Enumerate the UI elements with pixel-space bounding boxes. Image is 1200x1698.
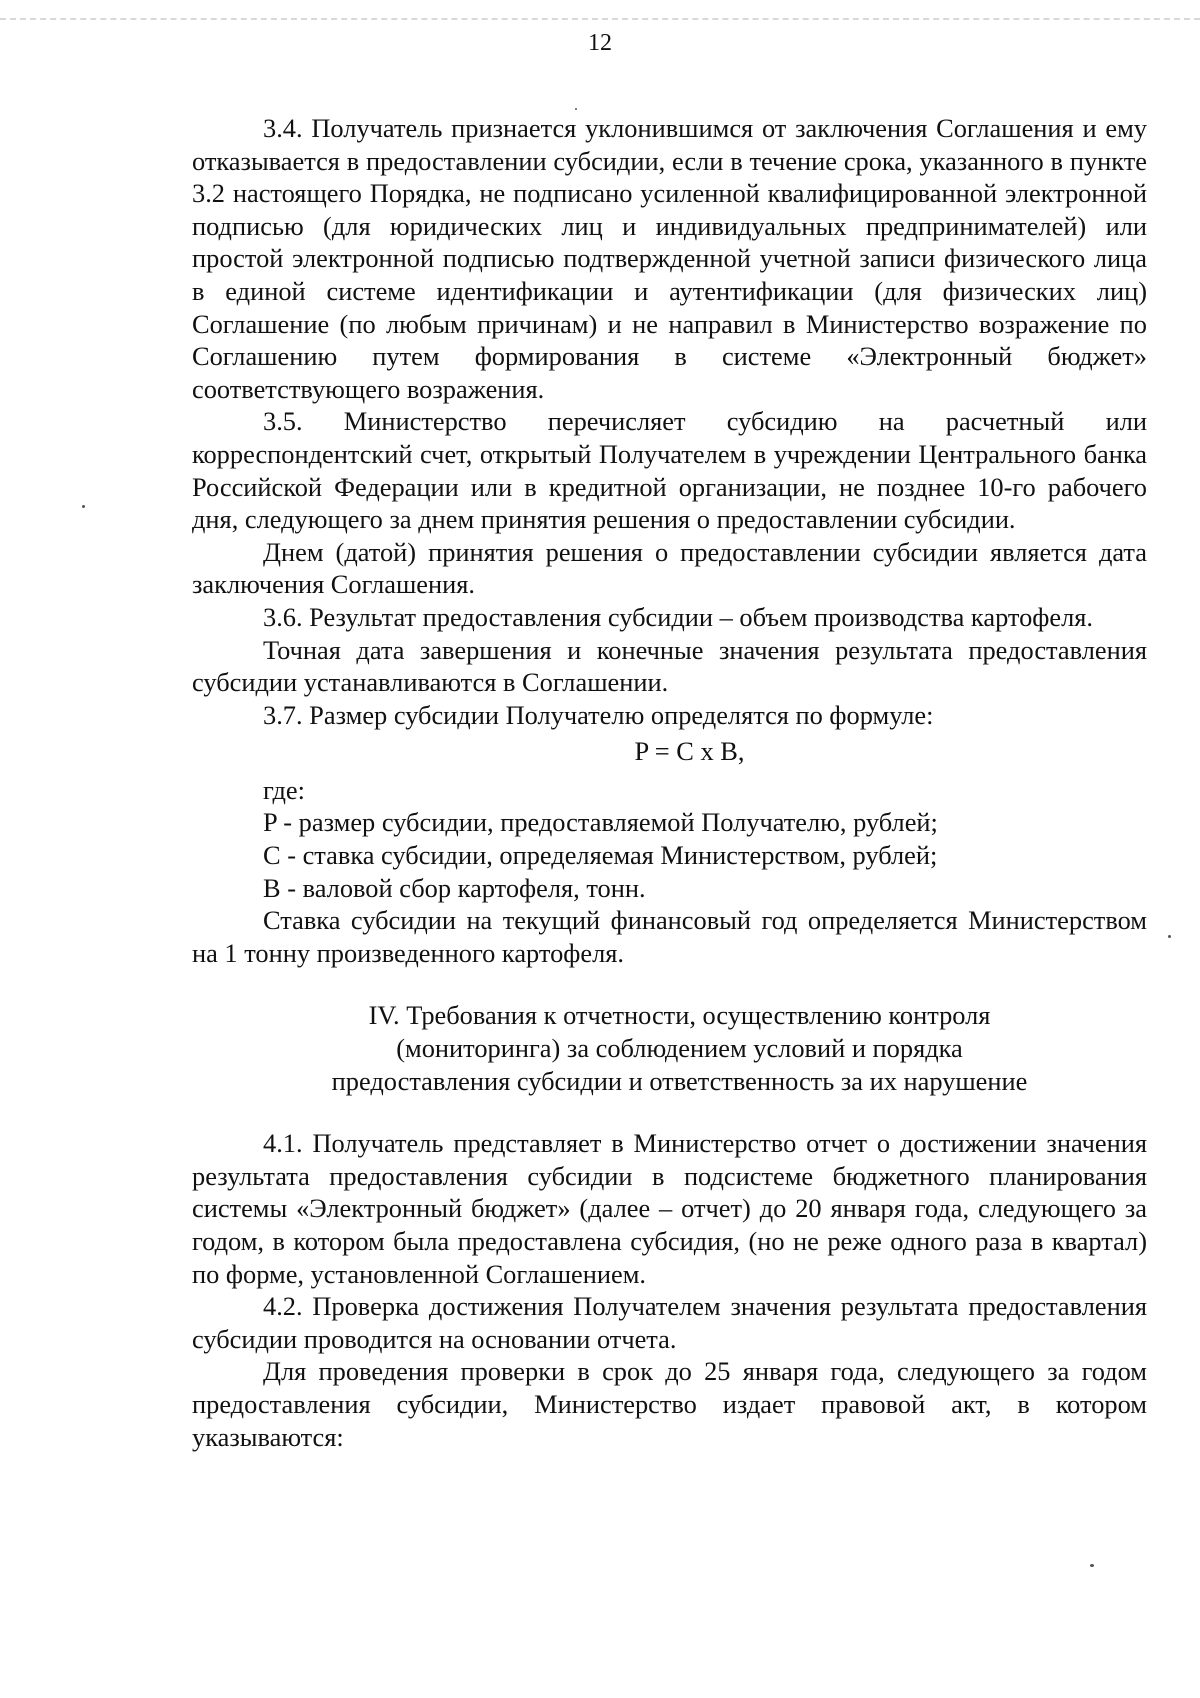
document-body [192, 112, 1147, 1453]
paragraph-3-7: 3.7. Размер субсидии Получателю определятся по формуле: [263, 699, 934, 730]
section-4-heading [192, 999, 1147, 1097]
formula-definition-p: P - размер субсидии, предоставляемой Получателю, рублей; [263, 807, 938, 838]
paragraph-3-4: 3.4. Получатель признается уклонившимся от заключения Соглашения и ему отказывается в предоставлении субсидии, если в течение срока, указанного в пункте 3.2 настоящего Порядка, не подписано усиленной квалифицированной электронной подписью (для юридических лиц и индивидуальных предпринимателей) или простой электронной подписью подтвержденной учетной записи физического лица в единой системе идентификации и аутентификации (для физических лиц) Соглашение (по любым причинам) и не направил в Министерство возражение по Соглашению путем формирования в системе «Электронный бюджет» соответствующего возражения. [192, 113, 1147, 404]
paragraph-3-6-result: Точная дата завершения и конечные значения результата предоставления субсидии устанавливаются в Соглашении. [192, 634, 1147, 698]
paragraph-3-5-date: Днем (датой) принятия решения о предоставлении субсидии является дата заключения Соглашения. [192, 536, 1147, 600]
paragraph-rate: Ставка субсидии на текущий финансовый год определяется Министерством на 1 тонну произведенного картофеля. [192, 905, 1147, 968]
scan-speck [1090, 1564, 1094, 1567]
section-4-heading-line-2: (мониторинга) за соблюдением условий и порядка [396, 1033, 963, 1064]
paragraph-4-2: 4.2. Проверка достижения Получателем значения результата предоставления субсидии проводится на основании отчета. [192, 1291, 1147, 1354]
scan-speck [82, 505, 85, 508]
scan-speck [575, 108, 577, 110]
subsidy-formula: P = C x B, [634, 736, 745, 767]
formula-definition-b: B - валовой сбор картофеля, тонн. [263, 872, 646, 903]
paragraph-4-1: 4.1. Получатель представляет в Министерство отчет о достижении значения результата предоставления субсидии в подсистеме бюджетного планирования системы «Электронный бюджет» (далее – отчет) до 20 января года, следующего за годом, в котором была предоставлена субсидия, (но не реже одного раза в квартал) по форме, установленной Соглашением. [192, 1128, 1147, 1289]
section-4-heading-line-1: IV. Требования к отчетности, осуществлению контроля [368, 1000, 991, 1031]
scan-edge-artifact [0, 18, 1200, 22]
formula-where: где: [263, 774, 305, 805]
paragraph-4-2-check: Для проведения проверки в срок до 25 января года, следующего за годом предоставления субсидии, Министерство издает правовой акт, в котором указываются: [192, 1356, 1147, 1452]
formula-definition-c: C - ставка субсидии, определяемая Министерством, рублей; [263, 840, 938, 871]
section-4-heading-line-3: предоставления субсидии и ответственность за их нарушение [331, 1065, 1028, 1096]
scan-speck [1168, 935, 1171, 938]
paragraph-3-6: 3.6. Результат предоставления субсидии – объем производства картофеля. [263, 601, 1094, 632]
paragraph-3-5: 3.5. Министерство перечисляет субсидию на расчетный или корреспондентский счет, открытый Получателем в учреждении Центрального банка Российской Федерации или в кредитной организации, не позднее 10-го рабочего дня, следующего за днем принятия решения о предоставлении субсидии. [192, 406, 1147, 535]
page-number: 12 [588, 30, 612, 56]
